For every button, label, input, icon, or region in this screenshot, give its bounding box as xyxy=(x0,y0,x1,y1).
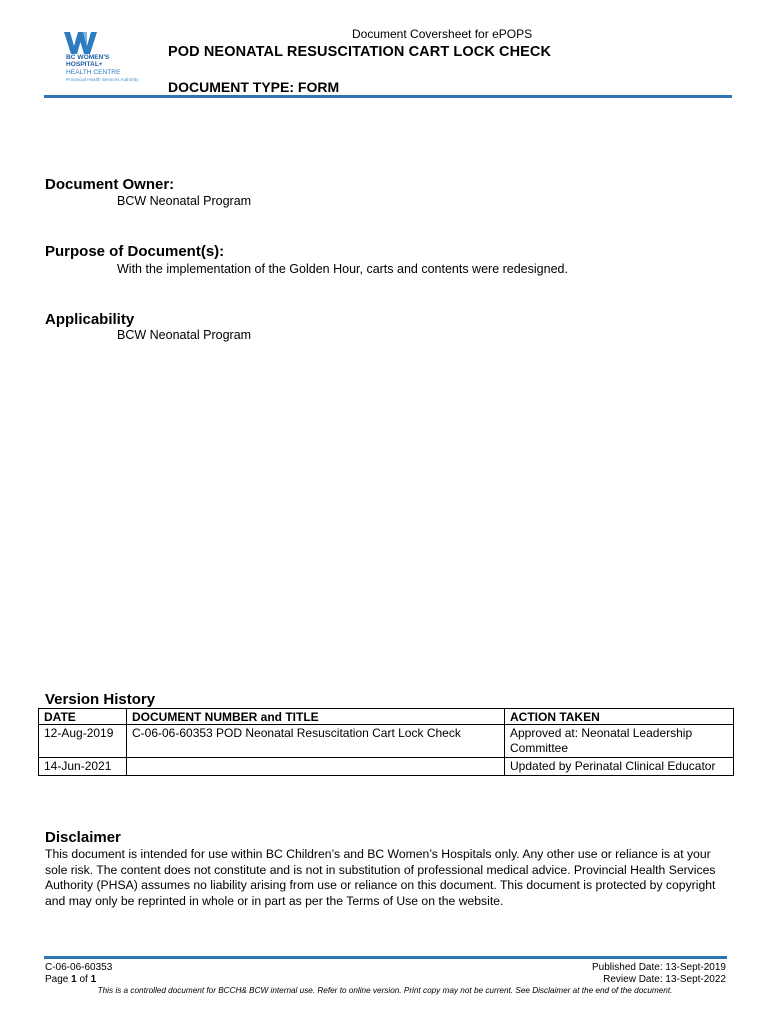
hospital-logo xyxy=(64,32,144,90)
version-history-table xyxy=(38,708,734,776)
applicability-value: BCW Neonatal Program xyxy=(117,328,252,342)
page-total: 1 xyxy=(90,973,97,985)
footer-page-number xyxy=(45,974,112,986)
owner-value: BCW Neonatal Program xyxy=(117,194,252,208)
logo-text-line-4: Provincial Health Services Authority xyxy=(66,77,139,83)
footer-doc-number: C-06-06-60353 xyxy=(45,962,113,973)
table-row xyxy=(39,725,734,758)
cell-document: C-06-06-60353 POD Neonatal Resuscitation Cart Lock Check xyxy=(127,725,505,758)
document-title: POD NEONATAL RESUSCITATION CART LOCK CHECK xyxy=(168,44,552,60)
review-date: Review Date: 13-Sept-2022 xyxy=(603,973,726,985)
column-header-action: ACTION TAKEN xyxy=(505,709,734,725)
page-prefix: Page xyxy=(45,973,72,985)
document-type: DOCUMENT TYPE: FORM xyxy=(168,79,340,95)
applicability-heading: Applicability xyxy=(45,311,135,328)
footer-controlled-note: This is a controlled document for BCCH& BCW internal use. Refer to online version. Print copy may not be current. See Disclaimer at the end of the document. xyxy=(97,986,673,995)
column-header-date: DATE xyxy=(39,709,127,725)
cell-date: 14-Jun-2021 xyxy=(39,758,127,776)
logo-w-mark-icon xyxy=(64,32,100,54)
footer-divider xyxy=(44,956,727,959)
cell-action: Approved at: Neonatal Leadership Committee xyxy=(505,725,734,758)
coversheet-label: Document Coversheet for ePOPS xyxy=(352,27,533,41)
footer-right xyxy=(592,962,726,985)
owner-heading: Document Owner: xyxy=(45,176,175,193)
purpose-heading: Purpose of Document(s): xyxy=(45,243,225,260)
logo-text-line-3: HEALTH CENTRE xyxy=(66,68,121,76)
published-date: Published Date: 13-Sept-2019 xyxy=(592,962,726,973)
header-divider xyxy=(44,95,732,98)
column-header-document: DOCUMENT NUMBER and TITLE xyxy=(127,709,505,725)
page-current: 1 xyxy=(71,973,77,985)
cell-date: 12-Aug-2019 xyxy=(39,725,127,758)
table-header-row xyxy=(39,709,734,725)
version-history-title: Version History xyxy=(45,691,156,708)
purpose-value: With the implementation of the Golden Hour, carts and contents were redesigned. xyxy=(117,262,568,276)
disclaimer-body: This document is intended for use within BC Children’s and BC Women’s Hospitals only. Any other use or reliance is at your sole risk. The content does not constitute and is not in substitution of professional medical advice. Provincial Health Services Authority (PHSA) assumes no liability arising from use or reliance on this document. This document is protected by copyright and may only be reprinted in whole or in part as per the Terms of Use on the website. xyxy=(45,847,716,908)
cell-action: Updated by Perinatal Clinical Educator xyxy=(505,758,734,776)
cell-document xyxy=(127,758,505,776)
table-row xyxy=(39,758,734,776)
logo-text-line-2: HOSPITAL+ xyxy=(66,61,103,69)
disclaimer-heading: Disclaimer xyxy=(45,829,121,846)
footer-left xyxy=(45,962,112,985)
page-of: of xyxy=(76,973,91,985)
logo-text-line-1: BC WOMEN'S xyxy=(66,54,110,61)
